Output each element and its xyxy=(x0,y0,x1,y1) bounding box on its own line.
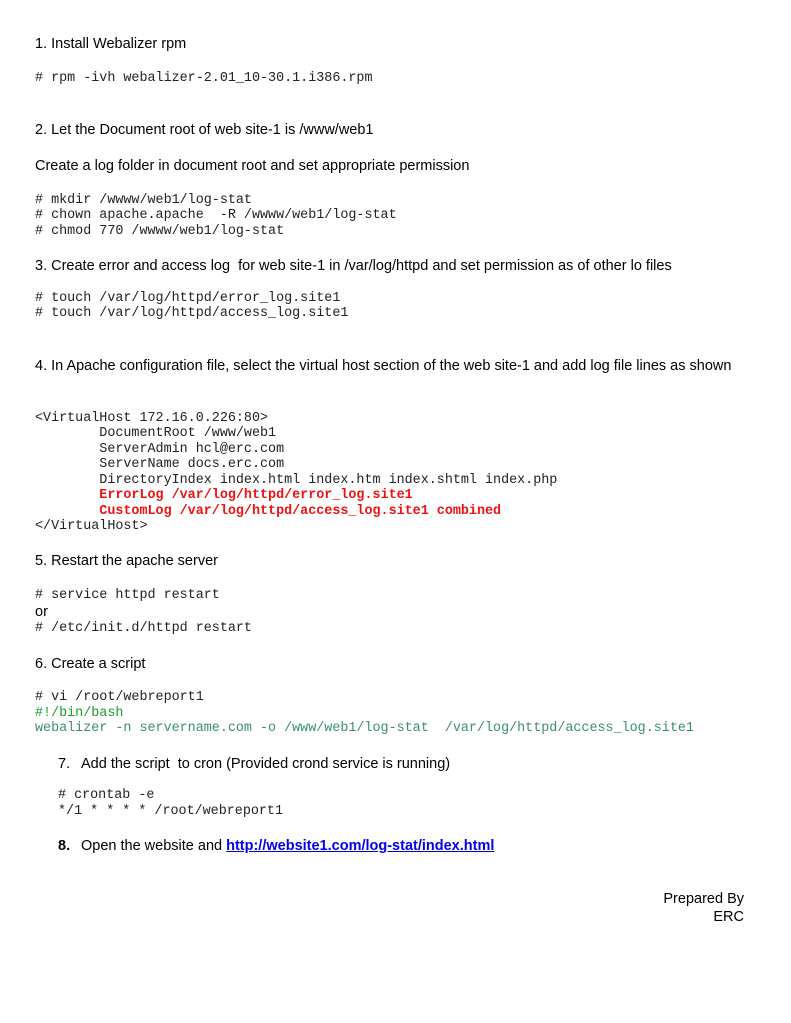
script-webalizer-command: webalizer -n servername.com -o /www/web1/log-stat /var/log/httpd/access_log.site1 xyxy=(35,721,694,736)
prepared-by-label: Prepared By xyxy=(663,891,744,907)
log-stat-link[interactable]: http://website1.com/log-stat/index.html xyxy=(226,838,495,854)
step-2-command-chown: # chown apache.apache -R /wwww/web1/log-stat xyxy=(35,208,397,223)
step-4-title: 4. In Apache configuration file, select the virtual host section of the web site-1 and add log file lines as shown xyxy=(35,358,732,374)
step-2-title: 2. Let the Document root of web site-1 is /www/web1 xyxy=(35,122,374,138)
step-2-command-mkdir: # mkdir /wwww/web1/log-stat xyxy=(35,193,252,208)
step-3-command-access-log: # touch /var/log/httpd/access_log.site1 xyxy=(35,306,349,321)
step-3-command-error-log: # touch /var/log/httpd/error_log.site1 xyxy=(35,291,341,306)
step-6-title: 6. Create a script xyxy=(35,656,146,672)
step-5-command-initd: # /etc/init.d/httpd restart xyxy=(35,621,252,636)
step-8-number: 8. xyxy=(58,838,71,854)
step-5-command-service: # service httpd restart xyxy=(35,588,220,603)
step-3-title: 3. Create error and access log for web site-1 in /var/log/httpd and set permission as of other lo files xyxy=(35,258,672,274)
step-2-description: Create a log folder in document root and set appropriate permission xyxy=(35,158,470,174)
step-1-title: 1. Install Webalizer rpm xyxy=(35,36,187,52)
virtualhost-servername: ServerName docs.erc.com xyxy=(35,457,285,472)
script-shebang: #!/bin/bash xyxy=(35,706,124,721)
step-5-title: 5. Restart the apache server xyxy=(35,553,218,569)
step-1-command: # rpm -ivh webalizer-2.01_10-30.1.i386.rpm xyxy=(35,71,373,86)
step-5-or: or xyxy=(35,604,48,620)
virtualhost-serveradmin: ServerAdmin hcl@erc.com xyxy=(35,442,285,457)
virtualhost-close: </VirtualHost> xyxy=(35,519,148,534)
step-6-command-vi: # vi /root/webreport1 xyxy=(35,690,204,705)
virtualhost-directoryindex: DirectoryIndex index.html index.htm index.shtml index.php xyxy=(35,473,558,488)
virtualhost-documentroot: DocumentRoot /www/web1 xyxy=(35,426,277,441)
virtualhost-open: <VirtualHost 172.16.0.226:80> xyxy=(35,411,269,426)
step-7-cron-entry: */1 * * * * /root/webreport1 xyxy=(58,804,283,819)
step-7-command-crontab: # crontab -e xyxy=(58,788,155,803)
virtualhost-errorlog: ErrorLog /var/log/httpd/error_log.site1 xyxy=(35,488,413,503)
step-8-line xyxy=(81,838,494,854)
virtualhost-customlog: CustomLog /var/log/httpd/access_log.site1 combined xyxy=(35,504,502,519)
step-7-title: Add the script to cron (Provided crond service is running) xyxy=(81,756,451,772)
step-7-number: 7. xyxy=(58,756,71,772)
step-2-command-chmod: # chmod 770 /wwww/web1/log-stat xyxy=(35,224,285,239)
step-8-text: Open the website and xyxy=(81,838,227,854)
author-name: ERC xyxy=(713,909,744,925)
